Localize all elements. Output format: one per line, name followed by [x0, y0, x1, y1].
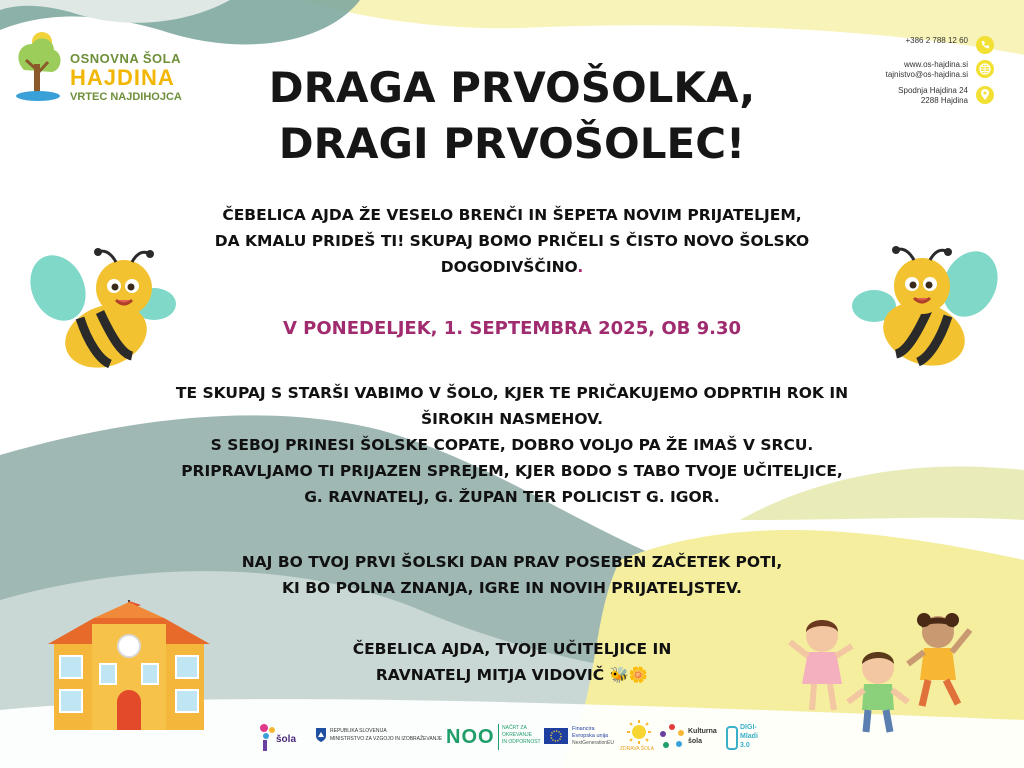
- noo-sub-1: NAČRT ZA: [502, 725, 527, 731]
- logo-line-1: OSNOVNA ŠOLA: [70, 51, 181, 66]
- body-line-2: ŠIROKIH NASMEHOV.: [421, 410, 603, 428]
- eu-line-2: Evropska unija: [572, 733, 609, 739]
- isola-logo: [258, 722, 308, 754]
- kulturna-line-2: šola: [688, 738, 703, 745]
- zdrava-sola-logo: [620, 720, 658, 756]
- body-line-4: PRIPRAVLJAMO TI PRIJAZEN SPREJEM, KJER BODO S TABO TVOJE UČITELJICE,: [181, 462, 843, 480]
- wish-line-1: NAJ BO TVOJ PRVI ŠOLSKI DAN PRAV POSEBEN ZAČETEK POTI,: [241, 553, 783, 571]
- bee-icon: [28, 248, 178, 378]
- contact-phone[interactable]: +386 2 788 12 60: [905, 36, 968, 45]
- kulturna-line-1: Kulturna: [688, 728, 717, 735]
- school-icon: [44, 598, 214, 730]
- noo-text: NOO: [446, 726, 495, 748]
- ministry-line-1: REPUBLIKA SLOVENIJA: [330, 728, 387, 734]
- noo-logo: [446, 722, 540, 754]
- digi-mladi-logo: [726, 722, 766, 756]
- bee-icon: [848, 246, 998, 376]
- wish-paragraph: [0, 549, 1024, 601]
- digi-icon: [726, 726, 738, 750]
- digi-line-1: DIGI-: [740, 724, 757, 731]
- sun-icon: [624, 720, 654, 744]
- kid-girl-left: [790, 620, 852, 710]
- footer-sponsor-logos: [0, 718, 1024, 760]
- intro-line-1: ČEBELICA AJDA ŽE VESELO BRENČI IN ŠEPETA NOVIM PRIJATELJEM,: [222, 206, 802, 224]
- eu-line-1: Financira: [572, 726, 595, 732]
- body-line-1: TE SKUPAJ S STARŠI VABIMO V ŠOLO, KJER TE PRIČAKUJEMO ODPRTIH ROK IN: [175, 384, 849, 402]
- phone-icon: [976, 36, 994, 54]
- body-line-3: S SEBOJ PRINESI ŠOLSKE COPATE, DOBRO VOLJO PA ŽE IMAŠ V SRCU.: [210, 436, 814, 454]
- body-paragraph: [0, 380, 1024, 510]
- signature-line-1: ČEBELICA AJDA, TVOJE UČITELJICE IN: [352, 640, 672, 658]
- contact-address-2: 2288 Hajdina: [920, 96, 968, 105]
- ministry-logo: [316, 726, 446, 756]
- title-line-2: DRAGI PRVOŠOLEC!: [278, 119, 746, 168]
- noo-sub-3: IN ODPORNOST: [502, 739, 541, 745]
- slovenia-coat-of-arms-icon: [316, 728, 326, 742]
- isola-logo-icon: [258, 722, 278, 752]
- eu-line-3: NextGenerationEU: [572, 740, 614, 746]
- logo-line-2: HAJDINA: [70, 65, 175, 90]
- body-line-5: G. RAVNATELJ, G. ŽUPAN TER POLICIST G. IGOR.: [304, 488, 720, 506]
- isola-text: šola: [276, 734, 297, 745]
- noo-sub-2: OKREVANJE: [502, 732, 532, 738]
- bee-left-illustration: [28, 248, 178, 378]
- eu-logo: [544, 726, 618, 752]
- jumping-kids-illustration: [782, 606, 982, 736]
- contact-email[interactable]: tajnistvo@os-hajdina.si: [885, 70, 968, 79]
- ministry-line-2: MINISTRSTVO ZA VZGOJO IN IZOBRAŽEVANJE: [330, 736, 443, 742]
- title-line-1: DRAGA PRVOŠOLKA,: [268, 63, 756, 112]
- page-title: [0, 60, 1024, 172]
- intro-line-2: DA KMALU PRIDEŠ TI! SKUPAJ BOMO PRIČELI S ČISTO NOVO ŠOLSKO: [214, 232, 810, 250]
- wish-line-2: KI BO POLNA ZNANJA, IGRE IN NOVIH PRIJATELJSTEV.: [282, 579, 742, 597]
- event-date: V PONEDELJEK, 1. SEPTEMBRA 2025, OB 9.30: [282, 318, 742, 339]
- school-building-illustration: [44, 598, 214, 730]
- zdrava-text: ZDRAVA ŠOLA: [620, 746, 654, 752]
- eu-flag-icon: [544, 728, 568, 744]
- digi-line-2: Mladi: [740, 733, 758, 740]
- kid-girl-right: [908, 613, 970, 706]
- bee-right-illustration: [848, 246, 998, 376]
- noo-divider: [498, 724, 499, 750]
- signature-line-2: RAVNATELJ MITJA VIDOVIČ: [375, 666, 605, 684]
- kulturna-sola-logo: [660, 722, 722, 754]
- people-circle-icon: [660, 724, 684, 750]
- bee-flower-emoji: 🐝🌼: [609, 666, 649, 684]
- contact-web[interactable]: www.os-hajdina.si: [903, 60, 968, 69]
- intro-period: .: [577, 258, 584, 276]
- intro-line-3: DOGODIVŠČINO: [440, 258, 578, 276]
- contact-address-1: Spodnja Hajdina 24: [898, 86, 968, 95]
- children-icon: [782, 606, 982, 736]
- logo-line-3: VRTEC NAJDIHOJCA: [70, 91, 182, 103]
- digi-line-3: 3.0: [740, 742, 750, 749]
